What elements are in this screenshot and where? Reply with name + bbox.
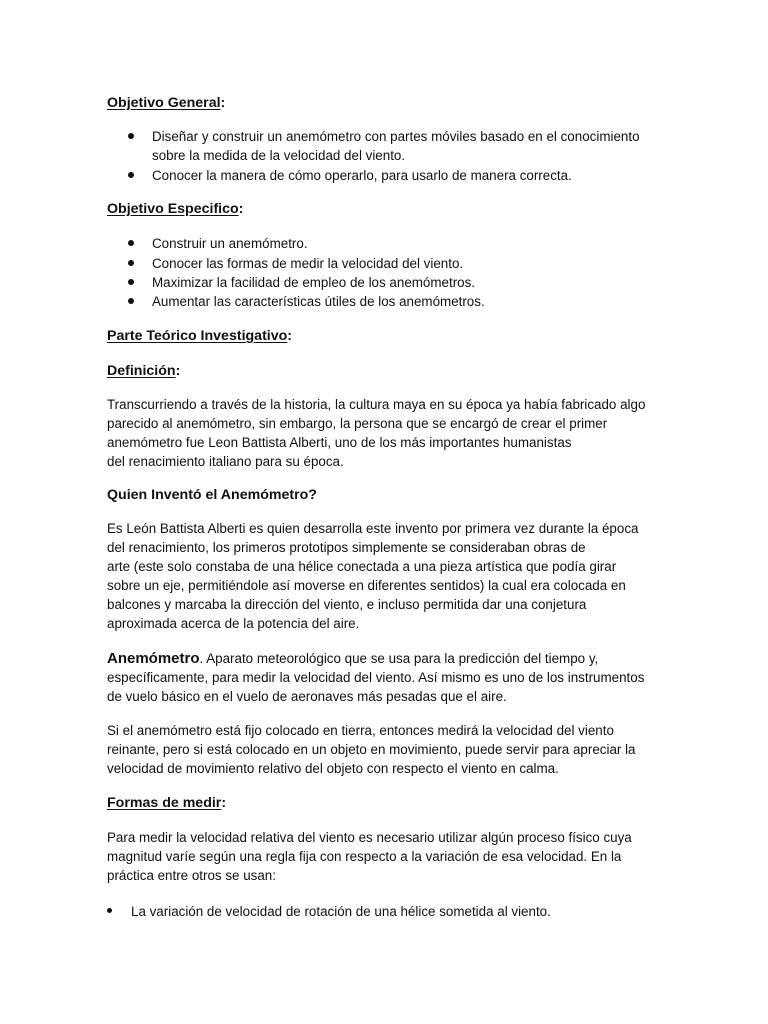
list-item: Construir un anemómetro. xyxy=(152,236,308,251)
heading-parte-teorico: Parte Teórico Investigativo: xyxy=(107,328,293,344)
heading-formas-de-medir: Formas de medir: xyxy=(107,795,227,811)
bullet-dot xyxy=(107,908,112,913)
list-item: Aumentar las características útiles de los anemómetros. xyxy=(152,294,485,309)
list-item: Diseñar y construir un anemómetro con partes móviles basado en el conocimiento sobre la medida de la velocidad del viento. xyxy=(152,129,640,163)
heading-quien-invento: Quien Inventó el Anemómetro? xyxy=(107,487,317,503)
heading-objetivo-general: Objetivo General: xyxy=(107,95,226,111)
bullet-dot xyxy=(128,298,134,304)
list-item: Conocer las formas de medir la velocidad del viento. xyxy=(152,256,464,271)
bullet-dot xyxy=(128,260,134,266)
bullet-dot xyxy=(128,279,134,285)
list-item: La variación de velocidad de rotación de una hélice sometida al viento. xyxy=(131,904,551,919)
term-anemometro: Anemómetro xyxy=(107,650,200,667)
paragraph-definicion: Transcurriendo a través de la historia, la cultura maya en su época ya había fabricado algo parecido al anemómetro, sin embargo, la persona que se encargó de crear el primer anemómetro fue Leon Battista Alberti, uno de los más importantes humanistas del renacimiento italiano para su época. xyxy=(107,397,646,469)
heading-objetivo-especifico: Objetivo Especifico: xyxy=(107,201,244,217)
bullet-dot xyxy=(128,133,134,139)
paragraph-anemometro: Anemómetro. Aparato meteorológico que se usa para la predicción del tiempo y, específicamente, para medir la velocidad del viento. Así mismo es uno de los instrumentos de vuelo básico en el vuelo de aeronaves más pesadas que el aire. xyxy=(107,650,645,704)
paragraph-formas: Para medir la velocidad relativa del viento es necesario utilizar algún proceso físico cuya magnitud varíe según una regla fija con respecto a la variación de esa velocidad. En la práctica entre otros se usan: xyxy=(107,830,632,883)
bullet-dot xyxy=(128,240,134,246)
paragraph-fijo: Si el anemómetro está fijo colocado en tierra, entonces medirá la velocidad del viento reinante, pero si está colocado en un objeto en movimiento, puede servir para apreciar la velocidad de movimiento relativo del objeto con respecto el viento en calma. xyxy=(107,723,636,776)
bullet-dot xyxy=(128,172,134,178)
list-item: Maximizar la facilidad de empleo de los anemómetros. xyxy=(152,275,476,290)
heading-definicion: Definición: xyxy=(107,363,181,379)
paragraph-inventor: Es León Battista Alberti es quien desarrolla este invento por primera vez durante la época del renacimiento, los primeros prototipos simplemente se consideraban obras de arte (este solo constaba de una hélice conectada a una pieza artística que podía girar sobre un eje, permitiéndole así moverse en diferentes sentidos) la cual era colocada en balcones y marcaba la dirección del viento, e incluso permitida dar una conjetura aproximada acerca de la potencia del aire. xyxy=(107,521,639,631)
list-item: Conocer la manera de cómo operarlo, para usarlo de manera correcta. xyxy=(152,168,572,183)
